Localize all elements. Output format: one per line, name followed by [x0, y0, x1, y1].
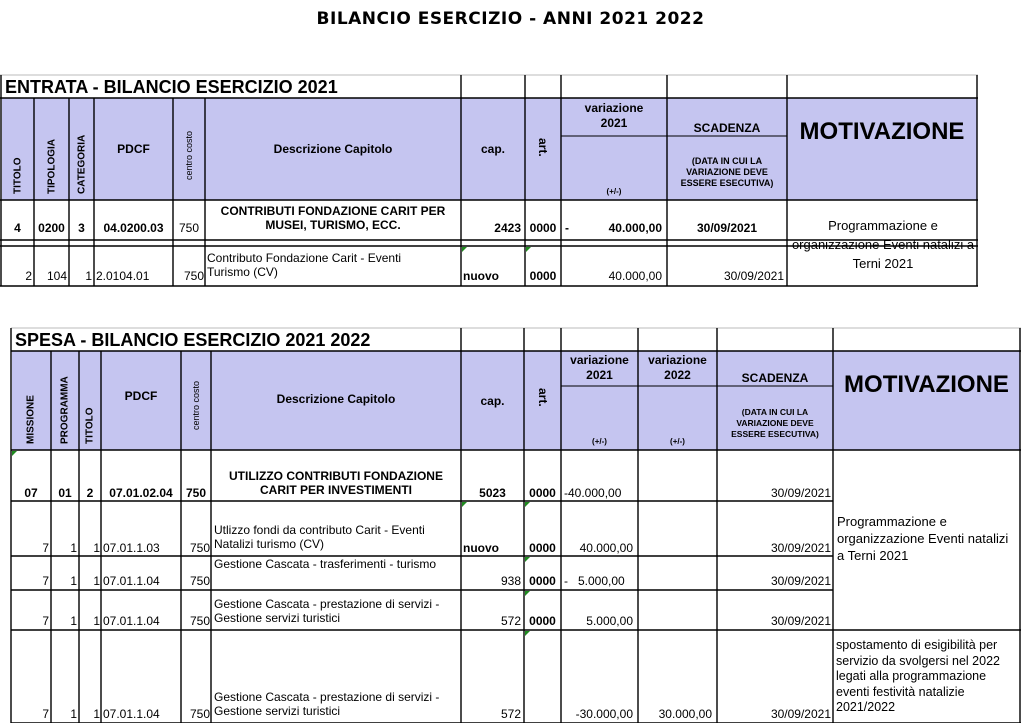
- spesa-row4-programma: 1: [70, 614, 77, 628]
- spesa-header-scadenza: SCADENZA: [741, 371, 809, 385]
- spesa-marker-art-3: [525, 591, 530, 596]
- spesa-row1-var2021: -40.000,00: [564, 486, 622, 500]
- spesa-header-centro-costo: centro costo: [191, 380, 201, 430]
- spesa-row1-pdcf: 07.01.02.04: [109, 486, 173, 500]
- spesa-row1-missione: 07: [24, 486, 38, 500]
- entrata-header-motivazione: MOTIVAZIONE: [799, 118, 965, 145]
- spesa-row5-descrizione: Gestione Cascata - prestazione di servizi - Gestione servizi turistici: [214, 690, 440, 718]
- entrata-motivazione: Programmazione e organizzazione Eventi natalizi a Terni 2021: [791, 218, 975, 271]
- spesa-row2-pdcf: 07.01.1.03: [103, 541, 160, 555]
- spesa-motivazione-2: spostamento di esigibilità per servizio da svolgersi nel 2022 legati alla programmazione eventi festività natalizie 2021/2022: [836, 638, 1000, 714]
- spesa-marker-art-2: [525, 557, 530, 562]
- spesa-row4-missione: 7: [42, 614, 49, 628]
- spesa-row3-centro: 750: [189, 574, 210, 588]
- entrata-row1-centro: 750: [178, 221, 200, 235]
- spesa-row4-scadenza: 30/09/2021: [770, 614, 831, 628]
- spesa-row3-titolo: 1: [93, 574, 100, 588]
- entrata-row2-scadenza: 30/09/2021: [723, 269, 784, 283]
- spesa-row2-missione: 7: [42, 541, 49, 555]
- spesa-motivazione-1: Programmazione e organizzazione Eventi natalizi a Terni 2021: [837, 514, 1009, 563]
- spesa-row1-descrizione: UTILIZZO CONTRIBUTI FONDAZIONE CARIT PER INVESTIMENTI: [229, 469, 443, 497]
- spesa-row4-centro: 750: [189, 614, 210, 628]
- spesa-row2-descrizione: Utlizzo fondi da contributo Carit - Eventi Natalizi turismo (CV): [214, 523, 425, 551]
- spesa-marker-art-1: [525, 502, 530, 507]
- entrata-row1-categoria: 3: [78, 221, 85, 235]
- entrata-row2-variazione: 40.000,00: [608, 269, 662, 283]
- spesa-header-art: art.: [535, 388, 550, 407]
- entrata-row2-descrizione: Contributo Fondazione Carit - Eventi Turismo (CV): [207, 251, 402, 279]
- entrata-row1-scadenza: 30/09/2021: [696, 221, 758, 235]
- spesa-header-missione: MISSIONE: [25, 395, 37, 444]
- spesa-row3-pdcf: 07.01.1.04: [103, 574, 160, 588]
- entrata-row1-variazione: 40.000,00: [608, 221, 662, 235]
- entrata-header-titolo: TITOLO: [12, 157, 23, 194]
- spesa-row4-var2021: 5.000,00: [586, 614, 633, 628]
- entrata-row2-pdcf: 2.0104.01: [96, 269, 150, 283]
- spesa-row2-art: 0000: [529, 541, 556, 555]
- spesa-header-titolo: TITOLO: [84, 407, 96, 444]
- spesa-row5-scadenza: 30/09/2021: [770, 707, 831, 721]
- spesa-header-var-sign-2022: (+/-): [670, 437, 685, 446]
- spesa-marker-cap: [462, 502, 467, 507]
- entrata-header-art: art.: [536, 138, 550, 157]
- spesa-row3-var2021: - 5.000,00: [564, 574, 625, 588]
- spesa-row5-centro: 750: [189, 707, 210, 721]
- spesa-marker-row5: [525, 631, 530, 636]
- entrata-row2-cap: nuovo: [463, 269, 499, 283]
- spesa-row2-centro: 750: [189, 541, 210, 555]
- entrata-row2-titolo: 2: [25, 269, 32, 283]
- spesa-row1-cap: 5023: [479, 486, 506, 500]
- entrata-header-var-sign: (+/-): [606, 187, 622, 196]
- spesa-row1-centro: 750: [185, 486, 207, 500]
- spesa-row4-art: 0000: [529, 614, 556, 628]
- spesa-row3-art: 0000: [529, 574, 556, 588]
- spesa-row5-missione: 7: [42, 707, 49, 721]
- spesa-row4-pdcf: 07.01.1.04: [103, 614, 160, 628]
- entrata-row2-centro: 750: [183, 269, 204, 283]
- spesa-row1-programma: 01: [58, 486, 72, 500]
- spesa-row3-cap: 938: [500, 574, 521, 588]
- spesa-marker-header: [12, 451, 17, 456]
- entrata-header-scadenza-note: (DATA IN CUI LA VARIAZIONE DEVE ESSERE ESECUTIVA): [680, 156, 774, 188]
- spesa-row5-var2022: 30.000,00: [658, 707, 712, 721]
- spesa-row4-titolo: 1: [93, 614, 100, 628]
- spesa-header-scadenza-note: (DATA IN CUI LA VARIAZIONE DEVE ESSERE ESECUTIVA): [731, 407, 819, 439]
- spesa-section-title: SPESA - BILANCIO ESERCIZIO 2021 2022: [15, 330, 371, 350]
- entrata-header-pdcf: PDCF: [117, 142, 150, 156]
- entrata-row1-descrizione: CONTRIBUTI FONDAZIONE CARIT PER MUSEI, TURISMO, ECC.: [220, 204, 446, 232]
- spesa-header-pdcf: PDCF: [124, 388, 158, 403]
- spesa-row3-scadenza: 30/09/2021: [770, 574, 831, 588]
- spesa-row4-descrizione: Gestione Cascata - prestazione di servizi - Gestione servizi turistici: [214, 597, 440, 625]
- entrata-header-tipologia: TIPOLOGIA: [46, 139, 57, 194]
- entrata-section-title: ENTRATA - BILANCIO ESERCIZIO 2021: [5, 77, 338, 97]
- spesa-row2-titolo: 1: [93, 541, 100, 555]
- spesa-row2-cap: nuovo: [463, 541, 499, 555]
- entrata-row1-tipologia: 0200: [38, 221, 65, 235]
- spesa-row2-scadenza: 30/09/2021: [770, 541, 831, 555]
- entrata-header-descrizione: Descrizione Capitolo: [273, 142, 393, 156]
- entrata-row2-categoria: 1: [85, 269, 92, 283]
- entrata-header-categoria: CATEGORIA: [76, 134, 87, 194]
- entrata-row1-sign: -: [565, 221, 569, 235]
- spesa-header-descrizione: Descrizione Capitolo: [276, 391, 396, 406]
- entrata-row2-art: 0000: [529, 269, 557, 283]
- spesa-header-variazione-2021: variazione 2021: [570, 353, 629, 382]
- entrata-row1-cap: 2423: [494, 221, 521, 235]
- spesa-row5-titolo: 1: [93, 707, 100, 721]
- spesa-row3-descrizione: Gestione Cascata - trasferimenti - turismo: [214, 557, 437, 571]
- spesa-row5-programma: 1: [70, 707, 77, 721]
- entrata-header-variazione: variazione 2021: [584, 101, 644, 130]
- spesa-header-var-sign-2021: (+/-): [592, 437, 607, 446]
- spesa-row5-pdcf: 07.01.1.04: [103, 707, 160, 721]
- spesa-row1-art: 0000: [529, 486, 556, 500]
- entrata-header-centro-costo: centro costo: [184, 130, 194, 180]
- entrata-header-cap: cap.: [480, 142, 505, 156]
- entrata-row1-titolo: 4: [14, 221, 21, 235]
- entrata-header-scadenza: SCADENZA: [693, 121, 761, 135]
- spesa-row3-programma: 1: [70, 574, 77, 588]
- spesa-row2-var2021: 40.000,00: [579, 541, 633, 555]
- spesa-header-cap: cap.: [480, 393, 505, 408]
- spesa-header-programma: PROGRAMMA: [59, 376, 71, 444]
- spesa-row1-scadenza: 30/09/2021: [770, 486, 831, 500]
- page-title: BILANCIO ESERCIZIO - ANNI 2021 2022: [316, 9, 705, 29]
- spesa-row5-var2021: -30.000,00: [575, 707, 633, 721]
- entrata-row1-pdcf: 04.0200.03: [103, 221, 164, 235]
- spesa-row3-missione: 7: [42, 574, 49, 588]
- spesa-row1-titolo: 2: [86, 486, 94, 500]
- entrata-row2-tipologia: 104: [46, 269, 67, 283]
- spesa-row5-cap: 572: [500, 707, 521, 721]
- spesa-row4-cap: 572: [500, 614, 521, 628]
- spesa-header-motivazione: MOTIVAZIONE: [844, 371, 1009, 398]
- spesa-header-variazione-2022: variazione 2022: [648, 353, 707, 382]
- spesa-row2-programma: 1: [70, 541, 77, 555]
- entrata-row1-art: 0000: [529, 221, 557, 235]
